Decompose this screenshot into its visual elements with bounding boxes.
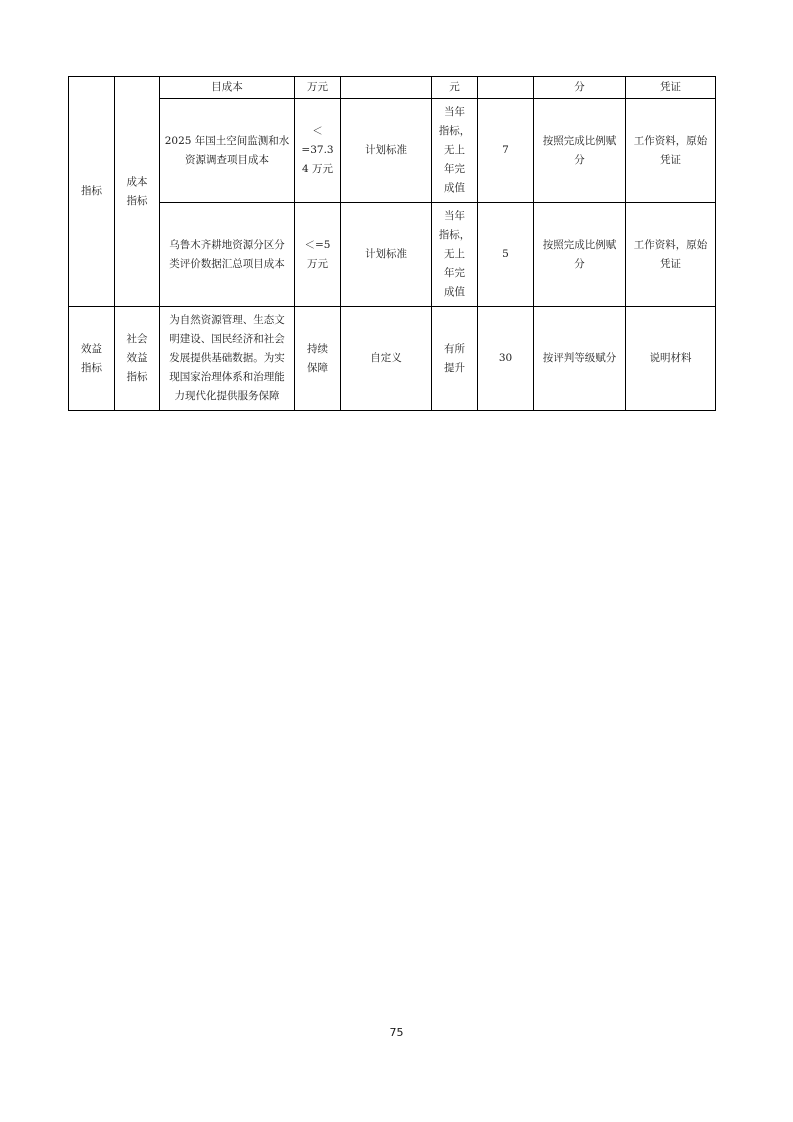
indicator-cell [160, 203, 295, 307]
table-row-benefit [69, 307, 716, 411]
value-line: =37.3 [301, 144, 334, 156]
header-cell: 万元 [295, 77, 341, 99]
source-line: 无上 [444, 144, 465, 156]
level1-cell: 指标 [69, 77, 115, 307]
standard-cell: 自定义 [341, 307, 432, 411]
table-row [69, 99, 716, 203]
weight-cell: 5 [478, 203, 534, 307]
value-cell [295, 99, 341, 203]
value-line: 4 万元 [301, 163, 334, 175]
level2-line: 指标 [126, 371, 148, 383]
value-cell [295, 307, 341, 411]
evidence-line: 凭证 [660, 257, 681, 270]
level2-line: 效益 [126, 352, 148, 364]
indicator-cell [160, 307, 295, 411]
indicator-line: 力现代化提供服务保障 [174, 390, 280, 402]
source-cell [432, 99, 478, 203]
source-line: 指标， [438, 229, 471, 241]
level2-cell [115, 77, 160, 307]
value-line: 保障 [307, 361, 328, 374]
level2-cell [115, 307, 160, 411]
source-line: 提升 [444, 361, 465, 374]
header-cell: 元 [432, 77, 478, 99]
source-line: 当年 [444, 106, 465, 118]
evidence-line: 工作资料，原始 [633, 134, 708, 147]
indicator-line: 现国家治理体系和治理能 [169, 371, 285, 383]
source-line: 无上 [444, 248, 465, 260]
method-cell: 按评判等级赋分 [534, 307, 626, 411]
level1-line: 效益 [81, 342, 102, 355]
level2-line: 社会 [126, 333, 148, 345]
evidence-cell: 说明材料 [626, 307, 716, 411]
indicator-line: 发展提供基础数据。为实 [169, 352, 285, 364]
source-line: 年完 [444, 267, 465, 279]
value-line: ＜ [312, 125, 323, 137]
table-row [69, 203, 716, 307]
page-number: 75 [389, 1026, 404, 1039]
level1-line: 指标 [81, 361, 102, 374]
value-line: 持续 [307, 342, 328, 355]
header-cell [341, 77, 432, 99]
indicator-line: 2025 年国土空间监测和水 [164, 134, 290, 147]
source-line: 有所 [444, 342, 465, 355]
source-line: 当年 [444, 210, 465, 222]
level2-line: 指标 [126, 194, 148, 207]
level2-line: 成本 [126, 175, 148, 188]
source-cell [432, 203, 478, 307]
indicator-cell [160, 99, 295, 203]
source-line: 年完 [444, 163, 465, 175]
source-line: 成值 [444, 182, 465, 194]
standard-cell: 计划标准 [341, 99, 432, 203]
indicator-line: 乌鲁木齐耕地资源分区分 [169, 238, 285, 251]
value-cell [295, 203, 341, 307]
method-line: 分 [574, 257, 585, 270]
weight-cell: 30 [478, 307, 534, 411]
value-line: 万元 [307, 257, 328, 270]
table-row-header [69, 77, 716, 99]
method-cell [534, 203, 626, 307]
method-line: 分 [574, 153, 585, 166]
method-cell [534, 99, 626, 203]
evidence-cell [626, 203, 716, 307]
header-cell: 分 [534, 77, 626, 99]
indicator-line: 为自然资源管理、生态文 [169, 314, 285, 326]
source-line: 成值 [444, 286, 465, 298]
source-cell [432, 307, 478, 411]
header-cell [478, 77, 534, 99]
evidence-line: 凭证 [660, 153, 681, 166]
method-line: 按照完成比例赋 [542, 134, 617, 147]
standard-cell: 计划标准 [341, 203, 432, 307]
indicator-line: 类评价数据汇总项目成本 [169, 257, 285, 270]
evidence-line: 工作资料，原始 [633, 238, 708, 251]
evidence-cell [626, 99, 716, 203]
header-cell: 目成本 [160, 77, 295, 99]
indicator-line: 资源调查项目成本 [185, 153, 269, 166]
header-cell: 凭证 [626, 77, 716, 99]
level1-cell [69, 307, 115, 411]
weight-cell: 7 [478, 99, 534, 203]
method-line: 按照完成比例赋 [542, 238, 617, 251]
value-line: ＜=5 [304, 238, 331, 251]
source-line: 指标， [438, 125, 471, 137]
indicator-line: 明建设、国民经济和社会 [169, 333, 285, 345]
performance-indicator-table [68, 76, 716, 411]
